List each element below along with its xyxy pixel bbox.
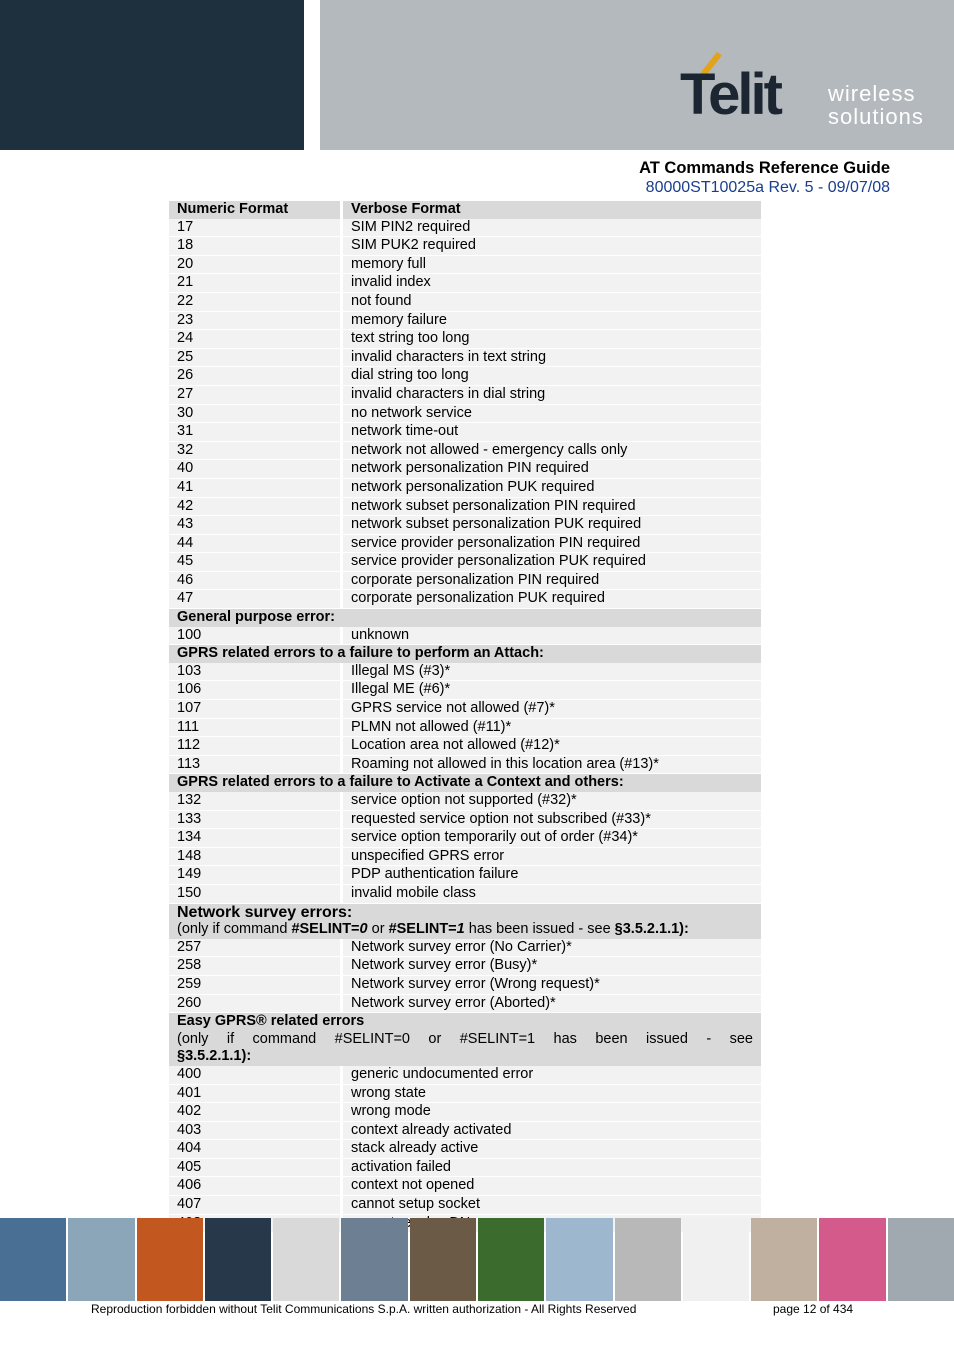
error-code: 26 — [169, 367, 342, 386]
error-code: 40 — [169, 460, 342, 479]
footer-photo-tile — [546, 1218, 612, 1301]
error-code-table — [169, 201, 761, 1233]
table-row — [169, 663, 761, 681]
error-code: 41 — [169, 478, 342, 497]
error-description: memory full — [342, 255, 762, 274]
section-title: GPRS related errors to a failure to Activate a Context and others: — [169, 774, 761, 792]
column-header-numeric: Numeric Format — [169, 201, 342, 219]
logo-tagline-2: solutions — [828, 104, 924, 129]
page-number: page 12 of 434 — [773, 1302, 854, 1316]
error-code: 132 — [169, 792, 342, 810]
error-description: invalid characters in dial string — [342, 385, 762, 404]
footer-photo-tile — [683, 1218, 749, 1301]
error-description: service option temporarily out of order (#34)* — [342, 829, 762, 848]
error-code: 148 — [169, 847, 342, 866]
note-ref: §3.5.2.1.1 — [177, 1048, 242, 1065]
footer-photo-tile — [0, 1218, 66, 1301]
table-row — [169, 792, 761, 810]
table-row — [169, 1121, 761, 1140]
error-code: 107 — [169, 700, 342, 719]
column-header-verbose: Verbose Format — [342, 201, 762, 219]
table-row — [169, 571, 761, 590]
error-description: Network survey error (Aborted)* — [342, 994, 762, 1013]
table-row — [169, 385, 761, 404]
footer-photo-tile — [410, 1218, 476, 1301]
error-code: 149 — [169, 866, 342, 885]
section-note: (only if command #SELINT=0 or #SELINT=1 has been issued - see — [177, 1030, 753, 1047]
table-row — [169, 516, 761, 535]
section-survey — [169, 903, 761, 939]
table-row — [169, 847, 761, 866]
error-description: unspecified GPRS error — [342, 847, 762, 866]
note-val: 0 — [359, 921, 368, 938]
error-code: 405 — [169, 1158, 342, 1177]
error-description: Location area not allowed (#12)* — [342, 737, 762, 756]
table-row — [169, 884, 761, 903]
error-code: 111 — [169, 718, 342, 737]
error-code: 32 — [169, 441, 342, 460]
error-code: 30 — [169, 404, 342, 423]
error-description: corporate personalization PIN required — [342, 571, 762, 590]
header-dark-banner — [0, 0, 304, 150]
table-row — [169, 975, 761, 994]
error-code: 47 — [169, 590, 342, 609]
error-code: 404 — [169, 1140, 342, 1159]
error-code: 27 — [169, 385, 342, 404]
error-description: PLMN not allowed (#11)* — [342, 718, 762, 737]
error-description: cannot setup socket — [342, 1196, 762, 1215]
table-row — [169, 460, 761, 479]
note-cmd: #SELINT= — [388, 921, 457, 938]
section-title: Network survey errors: — [177, 903, 353, 921]
error-description: context not opened — [342, 1177, 762, 1196]
error-description: Illegal ME (#6)* — [342, 681, 762, 700]
error-description: service provider personalization PUK required — [342, 553, 762, 572]
error-description: network personalization PUK required — [342, 478, 762, 497]
section-title: Easy GPRS® related errors — [177, 1013, 365, 1030]
error-description: Illegal MS (#3)* — [342, 663, 762, 681]
note-text: (only if command — [177, 921, 292, 938]
section-title: GPRS related errors to a failure to perform an Attach: — [169, 645, 761, 663]
error-code: 106 — [169, 681, 342, 700]
table-row — [169, 1196, 761, 1215]
error-description: Network survey error (No Carrier)* — [342, 939, 762, 957]
table-row — [169, 367, 761, 386]
table-row — [169, 755, 761, 774]
error-code: 23 — [169, 311, 342, 330]
note-text: has been issued - see — [464, 921, 615, 938]
note-val: 1 — [456, 921, 465, 938]
document-revision: 80000ST10025a Rev. 5 - 09/07/08 — [645, 179, 890, 196]
table-row — [169, 590, 761, 609]
copyright-notice: Reproduction forbidden without Telit Communications S.p.A. written authorization - All Rights Reserved — [91, 1302, 637, 1316]
error-description: context already activated — [342, 1121, 762, 1140]
footer-photo-tile — [751, 1218, 817, 1301]
table-row — [169, 274, 761, 293]
error-code: 21 — [169, 274, 342, 293]
section-survey-cell — [169, 903, 761, 939]
error-description: GPRS service not allowed (#7)* — [342, 700, 762, 719]
footer-photo-tile — [341, 1218, 407, 1301]
table-row — [169, 681, 761, 700]
error-code: 103 — [169, 663, 342, 681]
error-code: 100 — [169, 627, 342, 645]
error-description: wrong state — [342, 1084, 762, 1103]
table-row — [169, 1177, 761, 1196]
error-description: text string too long — [342, 330, 762, 349]
table-row — [169, 237, 761, 256]
table-row — [169, 810, 761, 829]
logo-word: Telit — [680, 62, 780, 127]
footer-photo-tile — [888, 1218, 954, 1301]
error-code: 24 — [169, 330, 342, 349]
error-code: 257 — [169, 939, 342, 957]
error-description: SIM PUK2 required — [342, 237, 762, 256]
error-code: 402 — [169, 1103, 342, 1122]
table-row — [169, 1158, 761, 1177]
table-row — [169, 497, 761, 516]
section-general — [169, 609, 761, 627]
table-row — [169, 737, 761, 756]
table-row — [169, 718, 761, 737]
error-description: network time-out — [342, 423, 762, 442]
table-row — [169, 404, 761, 423]
table-row — [169, 534, 761, 553]
footer-photo-tile — [205, 1218, 271, 1301]
error-code: 112 — [169, 737, 342, 756]
footer-photo-tile — [273, 1218, 339, 1301]
error-code: 18 — [169, 237, 342, 256]
error-code: 20 — [169, 255, 342, 274]
error-description: network personalization PIN required — [342, 460, 762, 479]
error-code: 25 — [169, 348, 342, 367]
footer-photo-tile — [478, 1218, 544, 1301]
error-description: SIM PIN2 required — [342, 219, 762, 237]
error-description: not found — [342, 292, 762, 311]
error-code: 260 — [169, 994, 342, 1013]
note-cmd: #SELINT= — [291, 921, 360, 938]
table-row — [169, 478, 761, 497]
table-row — [169, 1066, 761, 1084]
note-end: ): — [241, 1048, 252, 1065]
error-description: Roaming not allowed in this location area (#13)* — [342, 755, 762, 774]
table-row — [169, 829, 761, 848]
section-easy-cell — [169, 1013, 761, 1066]
error-description: memory failure — [342, 311, 762, 330]
error-description: invalid mobile class — [342, 884, 762, 903]
footer-photo-tile — [137, 1218, 203, 1301]
table-row — [169, 311, 761, 330]
error-description: service option not supported (#32)* — [342, 792, 762, 810]
error-description: service provider personalization PIN required — [342, 534, 762, 553]
footer-photo-tile — [819, 1218, 885, 1301]
error-description: requested service option not subscribed (#33)* — [342, 810, 762, 829]
error-description: Network survey error (Busy)* — [342, 957, 762, 976]
error-description: stack already active — [342, 1140, 762, 1159]
table-row — [169, 255, 761, 274]
error-code: 46 — [169, 571, 342, 590]
table-row — [169, 957, 761, 976]
error-code: 150 — [169, 884, 342, 903]
error-description: no network service — [342, 404, 762, 423]
table-row — [169, 423, 761, 442]
table-header-row — [169, 201, 761, 219]
error-code: 22 — [169, 292, 342, 311]
table-row — [169, 553, 761, 572]
error-description: dial string too long — [342, 367, 762, 386]
error-code: 133 — [169, 810, 342, 829]
section-attach — [169, 645, 761, 663]
logo-tagline — [828, 82, 924, 128]
note-end: ): — [679, 921, 689, 938]
error-description: activation failed — [342, 1158, 762, 1177]
footer-photo-tile — [615, 1218, 681, 1301]
error-code: 44 — [169, 534, 342, 553]
error-description: network not allowed - emergency calls only — [342, 441, 762, 460]
footer-image-strip — [0, 1218, 954, 1301]
table-row — [169, 994, 761, 1013]
footer-photo-tile — [68, 1218, 134, 1301]
table-row — [169, 1140, 761, 1159]
error-code: 258 — [169, 957, 342, 976]
table-row — [169, 1084, 761, 1103]
error-code: 401 — [169, 1084, 342, 1103]
error-description: network subset personalization PUK required — [342, 516, 762, 535]
error-code: 45 — [169, 553, 342, 572]
error-description: invalid index — [342, 274, 762, 293]
logo-tagline-1: wireless — [828, 81, 916, 106]
section-note — [177, 921, 761, 939]
note-text: or — [367, 921, 389, 938]
table-row — [169, 219, 761, 237]
table-row — [169, 441, 761, 460]
table-row — [169, 866, 761, 885]
error-code: 113 — [169, 755, 342, 774]
section-note-ref — [177, 1048, 761, 1066]
error-code: 43 — [169, 516, 342, 535]
document-title: AT Commands Reference Guide — [639, 159, 890, 177]
error-description: wrong mode — [342, 1103, 762, 1122]
section-title: General purpose error: — [169, 609, 761, 627]
error-code: 259 — [169, 975, 342, 994]
error-description: unknown — [342, 627, 762, 645]
error-description: corporate personalization PUK required — [342, 590, 762, 609]
error-code: 31 — [169, 423, 342, 442]
error-code: 134 — [169, 829, 342, 848]
table-row — [169, 292, 761, 311]
table-row — [169, 1103, 761, 1122]
error-code: 403 — [169, 1121, 342, 1140]
section-easy-gprs — [169, 1013, 761, 1066]
error-description: Network survey error (Wrong request)* — [342, 975, 762, 994]
table-row — [169, 700, 761, 719]
note-ref: §3.5.2.1.1 — [614, 921, 680, 938]
table-row — [169, 627, 761, 645]
error-description: PDP authentication failure — [342, 866, 762, 885]
error-code: 407 — [169, 1196, 342, 1215]
telit-logo — [676, 44, 936, 136]
error-description: network subset personalization PIN required — [342, 497, 762, 516]
section-activate — [169, 774, 761, 792]
error-code: 42 — [169, 497, 342, 516]
error-code: 400 — [169, 1066, 342, 1084]
table-row — [169, 348, 761, 367]
table-row — [169, 939, 761, 957]
error-description: invalid characters in text string — [342, 348, 762, 367]
error-description: generic undocumented error — [342, 1066, 762, 1084]
error-code: 17 — [169, 219, 342, 237]
table-row — [169, 330, 761, 349]
error-code: 406 — [169, 1177, 342, 1196]
